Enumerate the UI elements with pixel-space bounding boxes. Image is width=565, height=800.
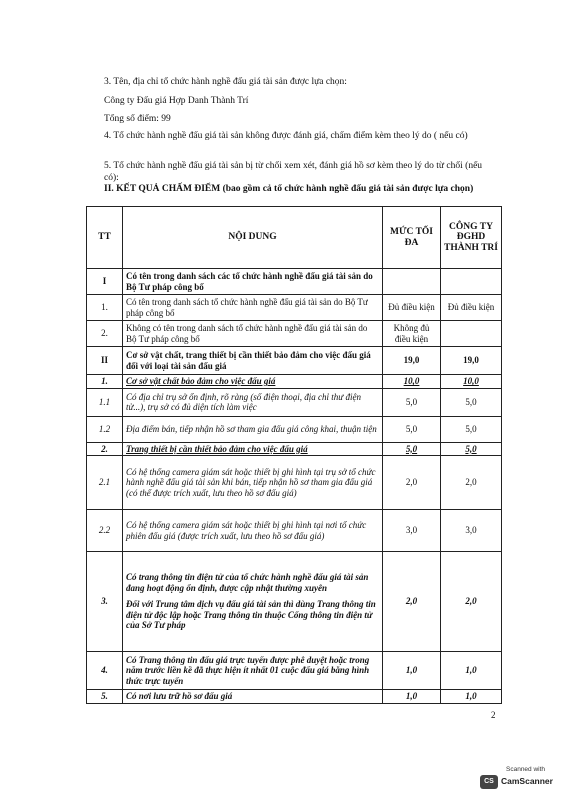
row-score: 5,0 [441,388,502,416]
section-4-label: 4. Tổ chức hành nghề đấu giá tài sản không được đánh giá, chấm điểm kèm theo lý do ( nếu có) [104,131,468,141]
header-max-score: MỨC TỐI ĐA [383,207,441,269]
header-content: NỘI DUNG [123,207,383,269]
row-content: Có tên trong danh sách các tổ chức hành nghề đấu giá tài sản do Bộ Tư pháp công bố [123,269,383,295]
row-tt: 1. [87,295,123,321]
row-max: 1,0 [383,652,441,690]
table-row [87,321,502,347]
row-score: 5,0 [441,442,502,456]
row-max: Đủ điều kiện [383,295,441,321]
row-tt: 2. [87,442,123,456]
row-tt: I [87,269,123,295]
section-5-label: 5. Tổ chức hành nghề đấu giá tài sản bị từ chối xem xét, đánh giá hồ sơ kèm theo lý do từ chối (nếu có): [104,161,483,183]
row-content: Có hệ thống camera giám sát hoặc thiết bị ghi hình tại trụ sở tổ chức hành nghề đấu giá tài sản khi bán, tiếp nhận hồ sơ tham gia đấu giá (có thể được trích xuất, lưu theo hồ sơ đấu giá) [123,456,383,510]
row-score: 2,0 [441,456,502,510]
camscanner-logo-icon: CS [480,775,498,789]
table-row [87,375,502,389]
row-score [441,321,502,347]
table-row [87,510,502,552]
row-score: 3,0 [441,510,502,552]
row-max: 10,0 [383,375,441,389]
table-row [87,690,502,704]
table-row [87,552,502,652]
header-company: CÔNG TY ĐGHD THÀNH TRÍ [441,207,502,269]
row-tt: 2.2 [87,510,123,552]
row-content: Cơ sở vật chất, trang thiết bị cần thiết bảo đảm cho việc đấu giá đối với loại tài sản đấu giá [123,347,383,375]
scanned-with-label: Scanned with [506,766,546,773]
selected-org-name: Công ty Đấu giá Hợp Danh Thành Trí [104,96,249,106]
row-tt: 1.2 [87,416,123,442]
header-tt: TT [87,207,123,269]
table-row [87,347,502,375]
camscanner-name: CamScanner [501,776,553,786]
row-tt: 1. [87,375,123,389]
score-table [86,206,502,704]
row-score: Đủ điều kiện [441,295,502,321]
table-row [87,388,502,416]
row-tt: II [87,347,123,375]
row-score [441,269,502,295]
row-score: 1,0 [441,652,502,690]
row-score: 19,0 [441,347,502,375]
page-number: 2 [491,710,496,720]
table-row [87,416,502,442]
row-tt: 5. [87,690,123,704]
row-content-note: Đối với Trung tâm dịch vụ đấu giá tài sản thì dùng Trang thông tin điện tử độc lập hoặc Trang thông tin thuộc Cổng thông tin điện tử của Sở Tư pháp [126,599,376,631]
row-score: 10,0 [441,375,502,389]
section-3-label: 3. Tên, địa chỉ tổ chức hành nghề đấu giá tài sản được lựa chọn: [104,77,347,87]
row-max: 3,0 [383,510,441,552]
row-content [123,552,383,652]
row-max [383,269,441,295]
row-max: 2,0 [383,552,441,652]
table-row [87,456,502,510]
row-content: Có địa chỉ trụ sở ổn định, rõ ràng (số điện thoại, địa chỉ thư điện tử...), trụ sở có đủ diện tích làm việc [123,388,383,416]
row-content: Cơ sở vật chất bảo đảm cho việc đấu giá [123,375,383,389]
row-tt: 4. [87,652,123,690]
row-max: 5,0 [383,416,441,442]
row-content: Địa điểm bán, tiếp nhận hồ sơ tham gia đấu giá công khai, thuận tiện [123,416,383,442]
row-content: Có hệ thống camera giám sát hoặc thiết bị ghi hình tại nơi tổ chức phiên đấu giá (được trích xuất, lưu theo hồ sơ đấu giá) [123,510,383,552]
row-score: 2,0 [441,552,502,652]
row-content: Có tên trong danh sách tổ chức hành nghề đấu giá tài sản do Bộ Tư pháp công bố [123,295,383,321]
row-content: Không có tên trong danh sách tổ chức hành nghề đấu giá tài sản do Bộ Tư pháp công bố [123,321,383,347]
row-content-main: Có trang thông tin điện tử của tổ chức hành nghề đấu giá tài sản đang hoạt động ổn định, được cập nhật thường xuyên [126,572,369,593]
row-max: Không đủ điều kiện [383,321,441,347]
row-score: 1,0 [441,690,502,704]
row-tt: 3. [87,552,123,652]
table-row [87,652,502,690]
row-tt: 2. [87,321,123,347]
row-max: 2,0 [383,456,441,510]
row-content: Trang thiết bị cần thiết bảo đảm cho việc đấu giá [123,442,383,456]
table-row [87,295,502,321]
row-max: 5,0 [383,442,441,456]
row-tt: 2.1 [87,456,123,510]
row-tt: 1.1 [87,388,123,416]
row-max: 19,0 [383,347,441,375]
row-content: Có nơi lưu trữ hồ sơ đấu giá [123,690,383,704]
total-score: Tổng số điểm: 99 [104,114,171,124]
section-ii-heading: II. KẾT QUẢ CHẤM ĐIỂM (bao gồm cả tổ chức hành nghề đấu giá tài sản được lựa chọn) [104,184,474,194]
row-content: Có Trang thông tin đấu giá trực tuyến được phê duyệt hoặc trong năm trước liền kề đã thực hiện ít nhất 01 cuộc đấu giá bằng hình thức trực tuyến [123,652,383,690]
camscanner-watermark [478,766,558,792]
row-max: 5,0 [383,388,441,416]
row-max: 1,0 [383,690,441,704]
table-row [87,442,502,456]
row-score: 5,0 [441,416,502,442]
table-row [87,269,502,295]
